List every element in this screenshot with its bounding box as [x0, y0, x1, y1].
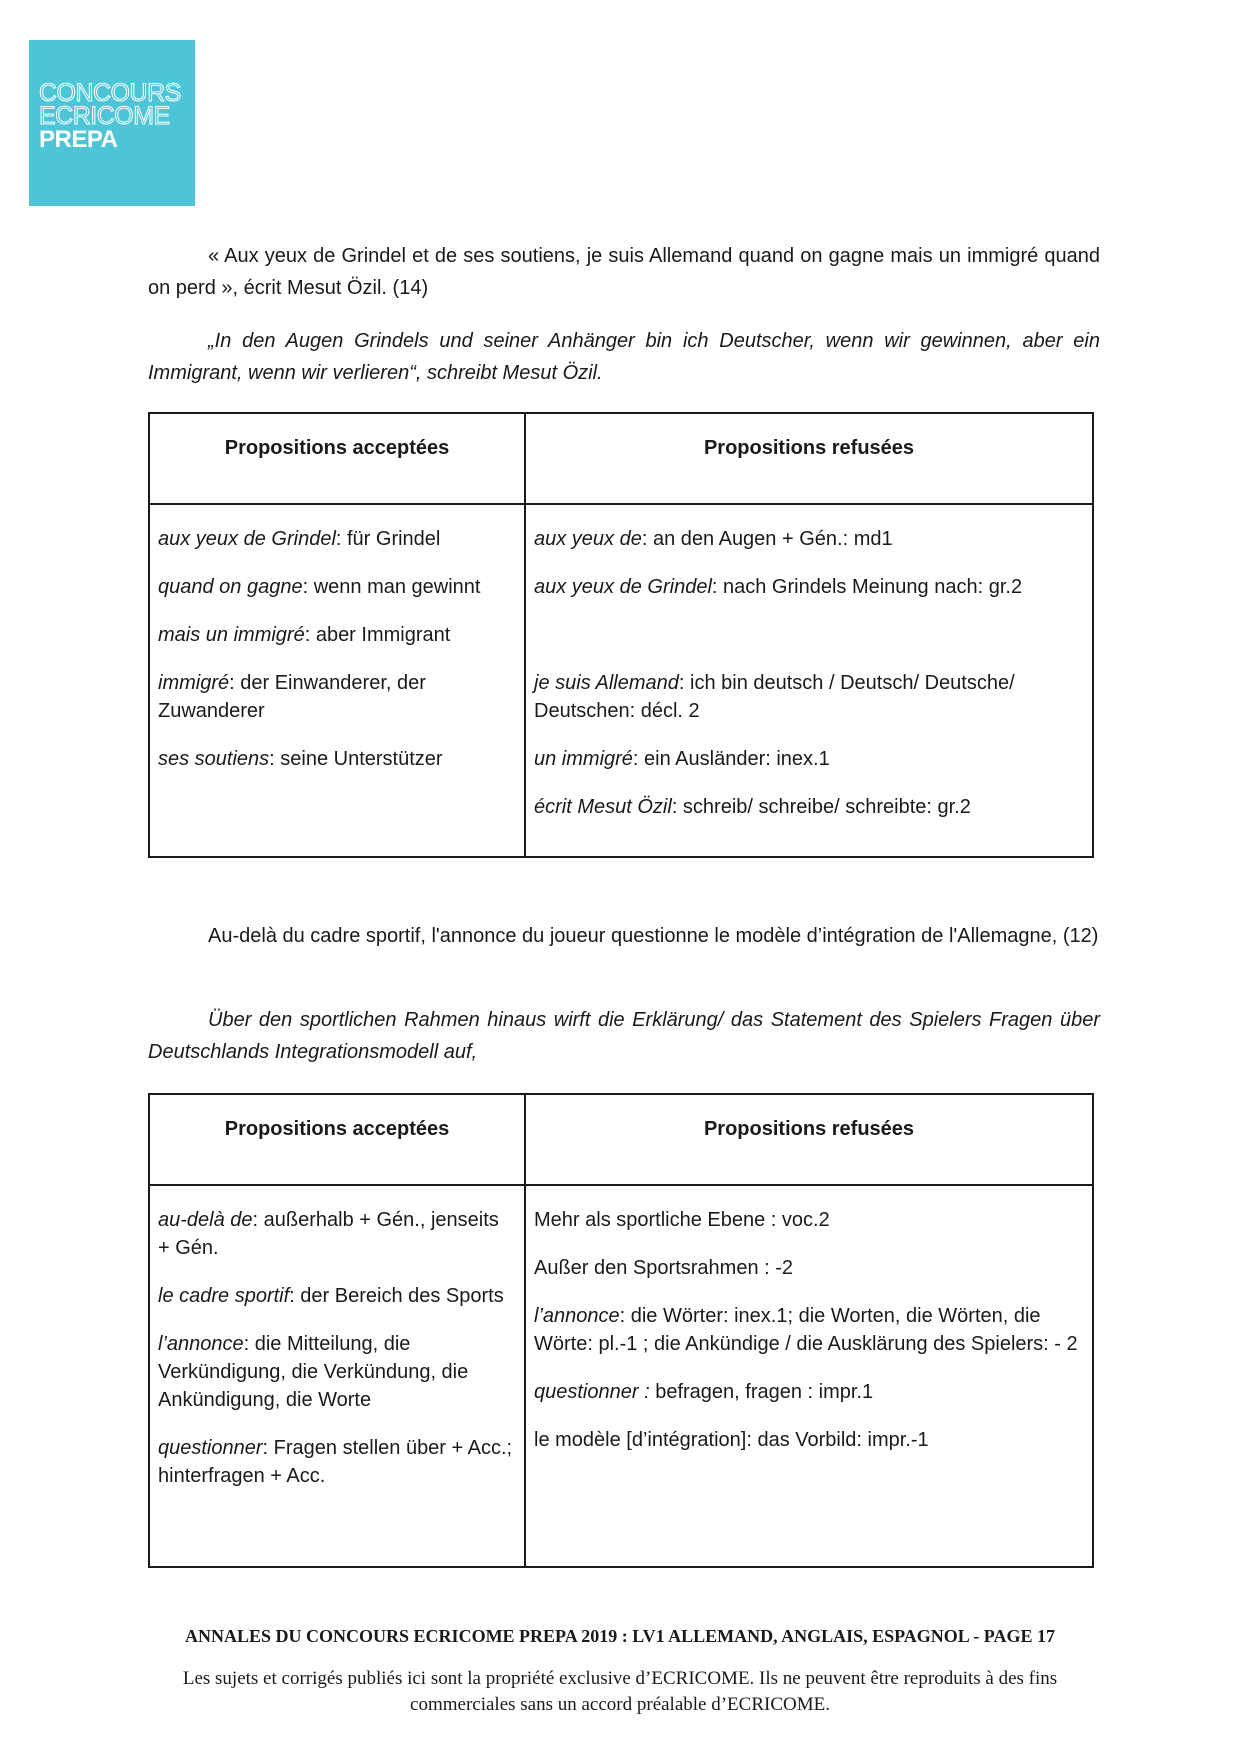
refused-cell	[525, 1185, 1093, 1567]
accepted-header: Propositions acceptées	[149, 1094, 525, 1185]
refused-header: Propositions refusées	[525, 1094, 1093, 1185]
list-item: aux yeux de: an den Augen + Gén.: md1	[534, 528, 893, 550]
footer-title: ANNALES DU CONCOURS ECRICOME PREPA 2019 : LV1 ALLEMAND, ANGLAIS, ESPAGNOL - PAGE 17	[185, 1626, 1055, 1646]
list-item: aux yeux de Grindel: nach Grindels Meinung nach: gr.2	[534, 576, 1023, 598]
list-item: quand on gagne: wenn man gewinnt	[158, 576, 481, 598]
list-item: questionner: Fragen stellen über + Acc.; hinterfragen + Acc.	[158, 1437, 513, 1487]
accepted-cell	[149, 1185, 525, 1567]
list-item: ses soutiens: seine Unterstützer	[158, 748, 443, 770]
list-item: Außer den Sportsrahmen : -2	[534, 1257, 794, 1279]
list-item: l’annonce: die Mitteilung, die Verkündigung, die Verkündung, die Ankündigung, die Worte	[158, 1333, 469, 1411]
list-item: aux yeux de Grindel: für Grindel	[158, 528, 441, 550]
list-item: je suis Allemand: ich bin deutsch / Deutsch/ Deutsche/ Deutschen: décl. 2	[534, 672, 1015, 722]
list-item: un immigré: ein Ausländer: inex.1	[534, 748, 830, 770]
list-item: le modèle [d’intégration]: das Vorbild: impr.-1	[534, 1429, 929, 1451]
section2-german-translation: Über den sportlichen Rahmen hinaus wirft die Erklärung/ das Statement des Spielers Fragen über Deutschlands Integrationsmodell auf,	[148, 1009, 1100, 1063]
accepted-cell	[149, 504, 525, 857]
list-item: écrit Mesut Özil: schreib/ schreibe/ schreibte: gr.2	[534, 796, 971, 818]
list-item: le cadre sportif: der Bereich des Sports	[158, 1285, 504, 1307]
ecricome-logo	[29, 40, 195, 206]
list-item: mais un immigré: aber Immigrant	[158, 624, 451, 646]
refused-cell	[525, 504, 1093, 857]
section1-german-translation: „In den Augen Grindels und seiner Anhänger bin ich Deutscher, wenn wir gewinnen, aber ein Immigrant, wenn wir verlieren“, schreibt Mesut Özil.	[148, 330, 1100, 384]
section1-vocab-table	[148, 412, 1094, 858]
list-item: immigré: der Einwanderer, der Zuwanderer	[158, 672, 426, 722]
logo-line-ecricome: ECRICOME	[39, 102, 170, 130]
refused-header: Propositions refusées	[525, 413, 1093, 504]
section2-french-sentence: Au-delà du cadre sportif, l'annonce du joueur questionne le modèle d’intégration de l'Allemagne, (12)	[208, 925, 1099, 947]
logo-line-prepa: PREPA	[39, 126, 118, 153]
logo-line-concours: CONCOURS	[39, 79, 181, 107]
footer-copyright-note: Les sujets et corrigés publiés ici sont la propriété exclusive d’ECRICOME. Ils ne peuvent être reproduits à des fins commerciales sans un accord préalable d’ECRICOME.	[182, 1668, 1058, 1715]
accepted-header: Propositions acceptées	[149, 413, 525, 504]
list-item: l’annonce: die Wörter: inex.1; die Worten, die Wörten, die Wörte: pl.-1 ; die Ankündige / die Ausklärung des Spielers: - 2	[534, 1305, 1078, 1355]
section1-french-sentence: « Aux yeux de Grindel et de ses soutiens, je suis Allemand quand on gagne mais un immigré quand on perd », écrit Mesut Özil. (14)	[148, 245, 1100, 299]
list-item: questionner : befragen, fragen : impr.1	[534, 1381, 874, 1403]
list-item: Mehr als sportliche Ebene : voc.2	[534, 1209, 830, 1231]
section2-vocab-table	[148, 1093, 1094, 1568]
list-item: au-delà de: außerhalb + Gén., jenseits + Gén.	[158, 1209, 499, 1259]
